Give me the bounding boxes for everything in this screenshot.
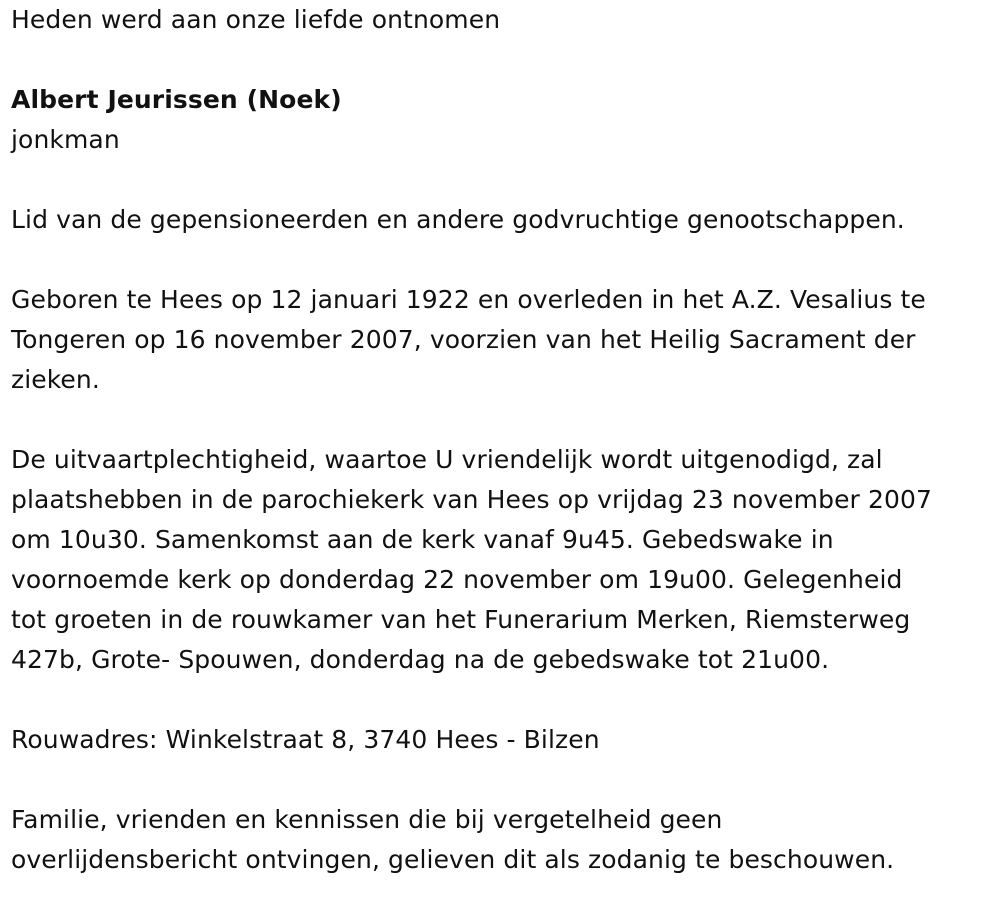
ceremony-paragraph (11, 440, 986, 680)
paragraph-line: om 10u30. Samenkomst aan de kerk vanaf 9u45. Gebedswake in (11, 525, 834, 554)
paragraph-line: plaatshebben in de parochiekerk van Hees op vrijdag 23 november 2007 (11, 485, 932, 514)
paragraph-line: tot groeten in de rouwkamer van het Funerarium Merken, Riemsterweg (11, 605, 911, 634)
spacer (11, 400, 986, 440)
spacer (11, 240, 986, 280)
paragraph-line: voornoemde kerk op donderdag 22 november om 19u00. Gelegenheid (11, 565, 903, 594)
paragraph-line: Familie, vrienden en kennissen die bij vergetelheid geen (11, 805, 723, 834)
paragraph-line: overlijdensbericht ontvingen, gelieven dit als zodanig te beschouwen. (11, 845, 895, 874)
closing-paragraph (11, 800, 986, 880)
spacer (11, 40, 986, 80)
paragraph-line: De uitvaartplechtigheid, waartoe U vriendelijk wordt uitgenodigd, zal (11, 445, 883, 474)
paragraph-line: 427b, Grote- Spouwen, donderdag na de gebedswake tot 21u00. (11, 645, 830, 674)
deceased-name: Albert Jeurissen (Noek) (11, 85, 342, 114)
death-notice (11, 0, 986, 880)
membership-text: Lid van de gepensioneerden en andere godvruchtige genootschappen. (11, 205, 905, 234)
birth-death-paragraph (11, 280, 986, 400)
spacer (11, 760, 986, 800)
paragraph-line: zieken. (11, 365, 100, 394)
spacer (11, 680, 986, 720)
intro-text: Heden werd aan onze liefde ontnomen (11, 5, 501, 34)
deceased-status: jonkman (11, 125, 120, 154)
paragraph-line: Geboren te Hees op 12 januari 1922 en overleden in het A.Z. Vesalius te (11, 285, 926, 314)
spacer (11, 160, 986, 200)
paragraph-line: Tongeren op 16 november 2007, voorzien van het Heilig Sacrament der (11, 325, 916, 354)
mourning-address: Rouwadres: Winkelstraat 8, 3740 Hees - Bilzen (11, 725, 600, 754)
